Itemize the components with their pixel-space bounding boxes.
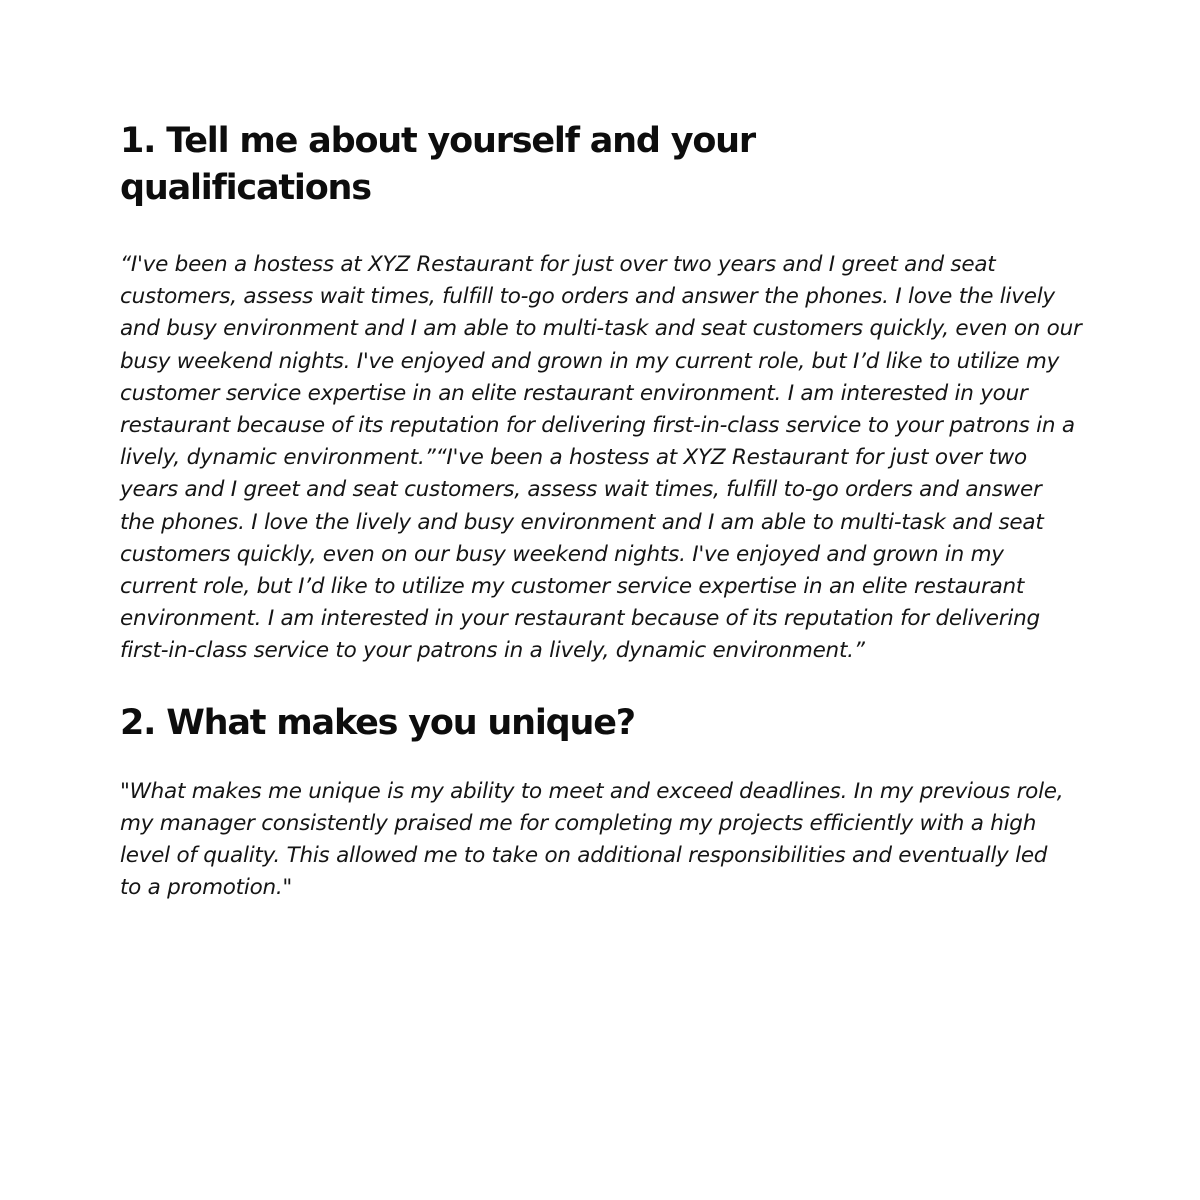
section-2-heading: 2. What makes you unique? bbox=[120, 702, 635, 743]
section-2-answer: "What makes me unique is my ability to meet and exceed deadlines. In my previous role, my manager consistently praised me for completing my projects efficiently with a high level of quality. This allowed me to take on additional responsibilities and eventually led to a promotion." bbox=[120, 778, 1064, 901]
document-page bbox=[120, 118, 1082, 904]
section-1-answer: “I've been a hostess at XYZ Restaurant for just over two years and I greet and seat customers, assess wait times, fulfill to-go orders and answer the phones. I love the lively and busy environment and I am able to multi-task and seat customers quickly, even on our busy weekend nights. I've enjoyed and grown in my current role, but I’d like to utilize my customer service expertise in an elite restaurant environment. I am interested in your restaurant because of its reputation for delivering first-in-class service to your patrons in a lively, dynamic environment.”“I've been a hostess at XYZ Restaurant for just over two years and I greet and seat customers, assess wait times, fulfill to-go orders and answer the phones. I love the lively and busy environment and I am able to multi-task and seat customers quickly, even on our busy weekend nights. I've enjoyed and grown in my current role, but I’d like to utilize my customer service expertise in an elite restaurant environment. I am interested in your restaurant because of its reputation for delivering first-in-class service to your patrons in a lively, dynamic environment.” bbox=[120, 252, 1082, 664]
section-1-heading: 1. Tell me about yourself and your qualifications bbox=[120, 121, 755, 208]
